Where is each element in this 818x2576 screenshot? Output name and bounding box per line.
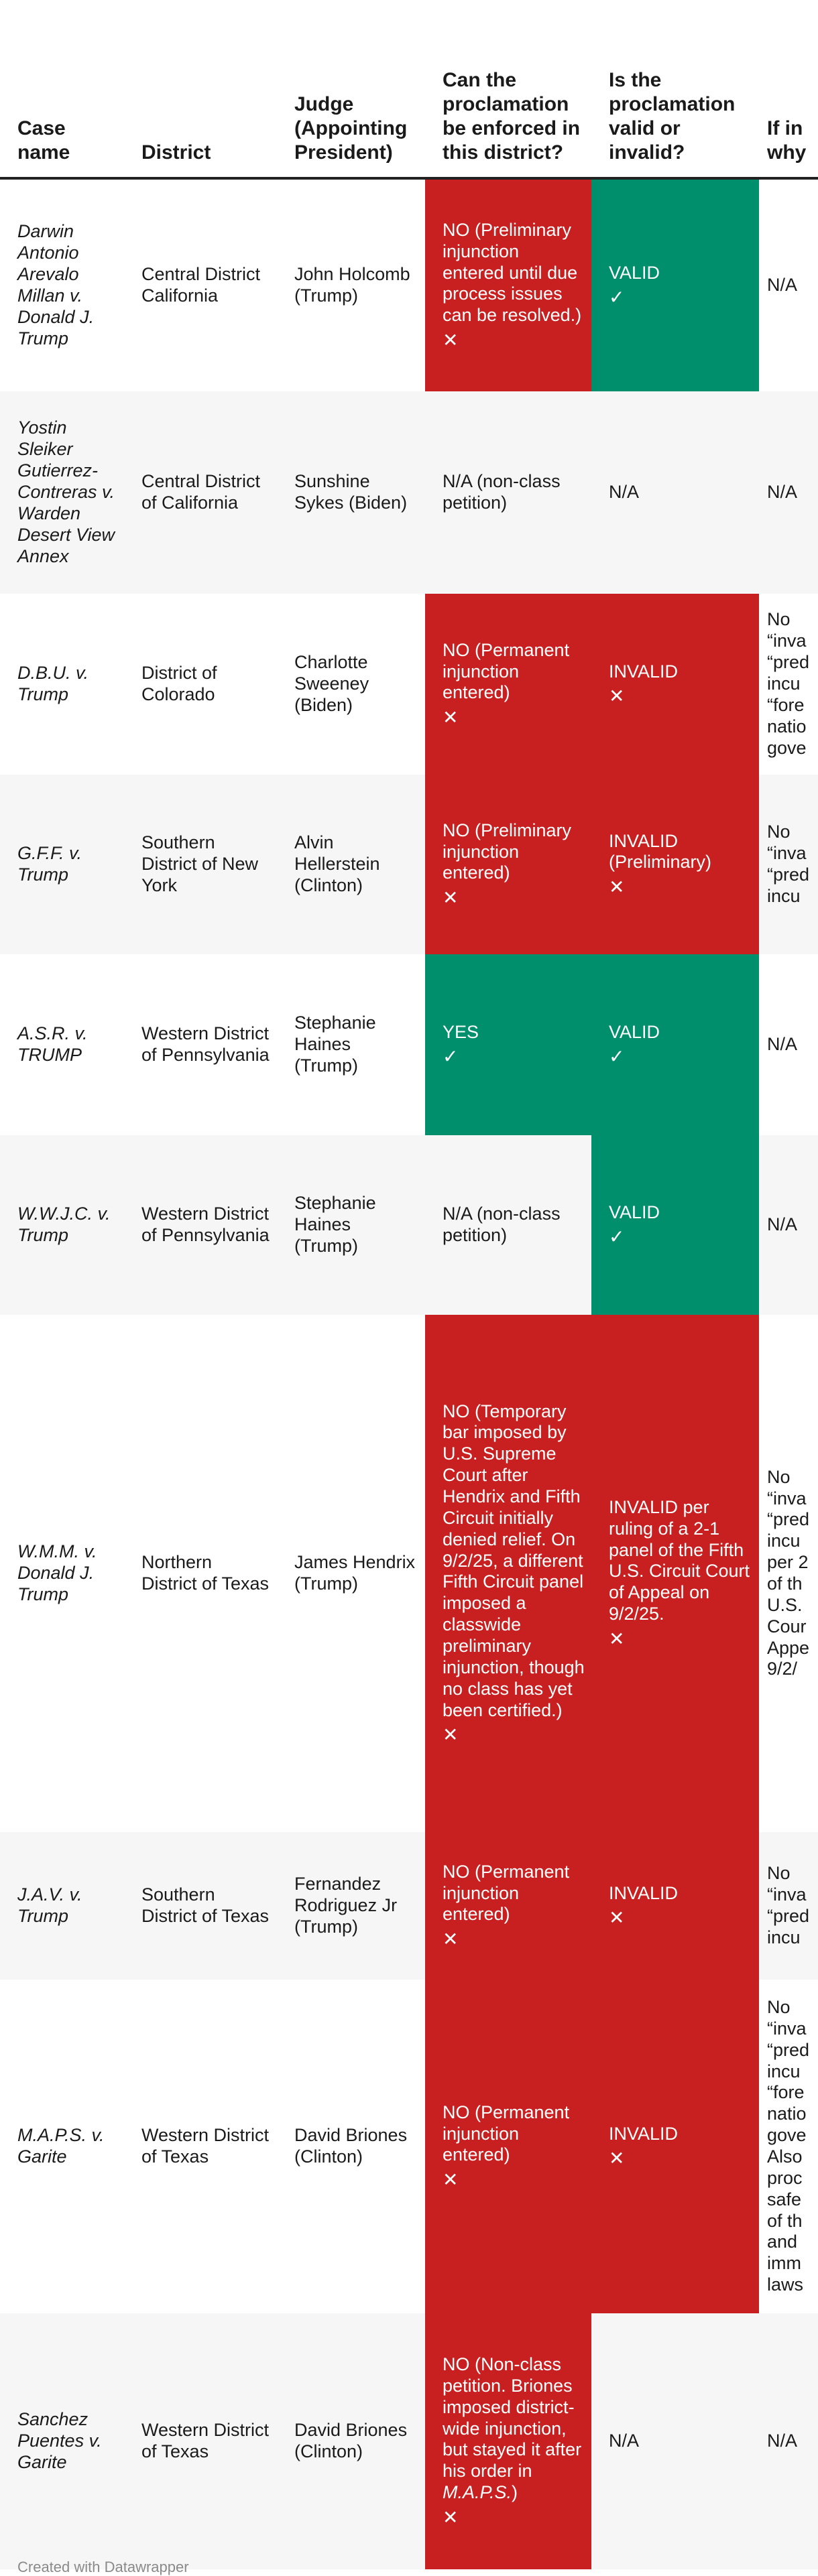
case-name-cell: G.F.F. v. Trump [0, 775, 124, 954]
why-cell [759, 1315, 818, 1832]
cross-icon: ✕ [443, 1724, 459, 1746]
why-cell [759, 1135, 818, 1315]
cross-icon: ✕ [443, 707, 459, 728]
judge-cell: Stephanie Haines (Trump) [277, 1135, 425, 1315]
why-line: incu [767, 2061, 801, 2081]
why-text [767, 609, 811, 759]
why-line: 9/2/ [767, 1659, 798, 1679]
table-row [0, 391, 818, 594]
case-reference: M.A.P.S. [443, 2482, 512, 2503]
why-line: natio [767, 2104, 807, 2124]
validity-text: INVALID (Preliminary) [609, 830, 712, 873]
cross-icon: ✕ [443, 1929, 459, 1950]
enforceable-text: YES [443, 1021, 479, 1042]
judge-cell: Alvin Hellerstein (Clinton) [277, 775, 425, 954]
enforceable-text: NO (Preliminary injunction entered until due process issues can be resolved.) [443, 219, 582, 326]
enforceable-cell [425, 594, 591, 775]
why-text [767, 1467, 811, 1681]
why-cell [759, 775, 818, 954]
table-body [0, 178, 818, 2569]
why-cell [759, 178, 818, 391]
enforceable-text: NO (Permanent injunction entered) [443, 1861, 570, 1925]
why-line: “fore [767, 694, 805, 715]
why-text [767, 1997, 811, 2296]
why-line: proc [767, 2167, 803, 2188]
why-line: incu [767, 1927, 801, 1947]
why-line: “pred [767, 1509, 810, 1530]
why-line: N/A [767, 1034, 798, 1055]
why-line: laws [767, 2274, 804, 2295]
why-line: “inva [767, 1488, 807, 1508]
why-line: No [767, 609, 791, 630]
district-cell: Western District of Pennsylvania [141, 1023, 270, 1065]
table-row [0, 1832, 818, 1980]
why-line: “inva [767, 1884, 807, 1905]
case-name-cell: Sanchez Puentes v. Garite [0, 2313, 124, 2569]
check-icon: ✓ [443, 1046, 459, 1068]
why-line: gove [767, 2125, 807, 2146]
validity-cell [591, 178, 759, 391]
enforceable-text: N/A (non-class petition) [443, 1204, 561, 1245]
why-line: “pred [767, 652, 810, 673]
enforceable-cell [425, 1135, 591, 1315]
why-cell [759, 954, 818, 1135]
header-case-name: Case name [0, 0, 124, 178]
why-line: gove [767, 737, 807, 758]
table-row [0, 1135, 818, 1315]
validity-text: INVALID [609, 1882, 679, 1903]
enforceable-text: NO (Permanent injunction entered) [443, 2102, 570, 2165]
datawrapper-credit: Created with Datawrapper [17, 2559, 189, 2575]
why-line: No [767, 1466, 791, 1487]
cross-icon: ✕ [609, 1907, 625, 1929]
enforceable-text: NO (Permanent injunction entered) [443, 639, 570, 703]
cross-icon: ✕ [609, 1628, 625, 1650]
check-icon: ✓ [609, 1226, 625, 1248]
district-cell: Central District California [141, 264, 261, 306]
why-cell [759, 1832, 818, 1980]
header-district: District [124, 0, 277, 178]
district-cell: Northern District of Texas [141, 1552, 270, 1594]
why-cell [759, 2313, 818, 2569]
why-text [767, 275, 811, 296]
judge-cell: Sunshine Sykes (Biden) [277, 391, 425, 594]
case-name-cell: W.W.J.C. v. Trump [0, 1135, 124, 1315]
why-line: “pred [767, 1906, 810, 1926]
why-cell [759, 594, 818, 775]
why-text [767, 822, 811, 907]
validity-cell [591, 1980, 759, 2313]
validity-text: VALID [609, 1021, 660, 1042]
enforceable-text: NO (Non-class petition. Briones imposed district-wide injunction, but stayed it after his order in M.A.P.S.) [443, 2354, 582, 2503]
case-name-cell: Yostin Sleiker Gutierrez-Contreras v. Warden Desert View Annex [0, 391, 124, 594]
why-line: No [767, 1996, 791, 2017]
case-name-cell: Darwin Antonio Arevalo Millan v. Donald J. Trump [17, 221, 95, 348]
judge-cell: Fernandez Rodriguez Jr (Trump) [277, 1832, 425, 1980]
judge-cell: Stephanie Haines (Trump) [294, 1013, 376, 1076]
why-line: No [767, 822, 791, 842]
enforceable-cell [425, 954, 591, 1135]
why-line: No [767, 1863, 791, 1884]
enforceable-cell [425, 178, 591, 391]
validity-text: VALID [609, 262, 660, 283]
table-row [0, 2313, 818, 2569]
case-name-cell: D.B.U. v. Trump [17, 663, 89, 704]
table-row [0, 954, 818, 1135]
enforceable-cell [425, 1980, 591, 2313]
table-row [0, 178, 818, 391]
table-row [0, 1315, 818, 1832]
enforceable-cell [425, 1832, 591, 1980]
enforceable-cell [425, 1315, 591, 1832]
validity-text: INVALID [609, 661, 679, 682]
enforceable-cell [425, 775, 591, 954]
why-text [767, 482, 811, 503]
cross-icon: ✕ [443, 2169, 459, 2191]
table-row [0, 1980, 818, 2313]
why-line: Cour [767, 1616, 807, 1636]
why-line: N/A [767, 482, 798, 503]
why-cell [759, 1980, 818, 2313]
table-header [0, 0, 818, 178]
validity-cell [591, 954, 759, 1135]
enforceable-text: N/A (non-class petition) [443, 471, 561, 513]
judge-cell: David Briones (Clinton) [294, 2125, 408, 2167]
district-cell: Central District of California [124, 391, 277, 594]
district-cell: Southern District of New York [124, 775, 277, 954]
why-cell [759, 391, 818, 594]
why-line: “pred [767, 864, 810, 885]
why-line: natio [767, 716, 807, 736]
judge-cell: James Hendrix (Trump) [294, 1552, 416, 1594]
why-line: per 2 [767, 1552, 809, 1573]
validity-cell [591, 391, 759, 594]
why-line: incu [767, 885, 801, 906]
check-icon: ✓ [609, 287, 625, 308]
why-line: Appe [767, 1637, 810, 1658]
validity-cell [591, 1135, 759, 1315]
validity-cell [591, 1315, 759, 1832]
validity-cell [591, 594, 759, 775]
header-validity: Is the proclamation valid or invalid? [591, 0, 759, 178]
why-line: safe [767, 2189, 802, 2209]
case-name-cell: W.M.M. v. Donald J. Trump [17, 1541, 97, 1604]
why-line: of th [767, 1573, 803, 1594]
why-line: “inva [767, 843, 807, 864]
enforceable-text: NO (Preliminary injunction entered) [443, 820, 572, 883]
why-line: “pred [767, 2039, 810, 2060]
validity-text: VALID [609, 1202, 660, 1222]
why-text [767, 1214, 811, 1236]
cross-icon: ✕ [609, 686, 625, 707]
why-line: “inva [767, 631, 807, 651]
validity-text: INVALID [609, 2123, 679, 2144]
judge-cell: John Holcomb (Trump) [294, 264, 410, 306]
table-row [0, 775, 818, 954]
cross-icon: ✕ [443, 887, 459, 909]
cross-icon: ✕ [443, 330, 459, 351]
case-name-cell: J.A.V. v. Trump [0, 1832, 124, 1980]
district-cell: Western District of Texas [141, 2125, 270, 2167]
cross-icon: ✕ [609, 2148, 625, 2169]
validity-cell [591, 2313, 759, 2569]
enforceable-cell [425, 2313, 591, 2569]
why-line: incu [767, 1531, 801, 1551]
why-line: N/A [767, 2431, 798, 2451]
why-text [767, 1863, 811, 1948]
enforceable-text: NO (Temporary bar imposed by U.S. Supreme Court after Hendrix and Fifth Circuit initially denied relief. On 9/2/25, a different Fifth Circuit panel imposed a classwide preliminary injunction, though no class has yet been certified.) [443, 1401, 585, 1720]
why-line: and [767, 2232, 798, 2252]
header-why: If in why [759, 0, 818, 178]
case-name-cell: A.S.R. v. TRUMP [17, 1023, 88, 1065]
check-icon: ✓ [609, 1046, 625, 1068]
why-line: of th [767, 2210, 803, 2231]
why-line: N/A [767, 275, 798, 296]
why-line: imm [767, 2253, 801, 2274]
judge-cell: Charlotte Sweeney (Biden) [294, 652, 369, 715]
header-enforceable: Can the proclamation be enforced in this district? [425, 0, 591, 178]
why-line: N/A [767, 1214, 798, 1235]
district-cell: District of Colorado [141, 663, 217, 704]
why-line: U.S. [767, 1594, 803, 1615]
enforceable-cell [425, 391, 591, 594]
why-line: incu [767, 673, 801, 694]
why-text [767, 2431, 811, 2452]
validity-text: N/A [609, 482, 640, 503]
header-judge: Judge (Appointing President) [277, 0, 425, 178]
district-cell: Western District of Pennsylvania [124, 1135, 277, 1315]
validity-text: INVALID per ruling of a 2-1 panel of the Fifth U.S. Circuit Court of Appeal on 9/2/25. [609, 1496, 750, 1624]
district-cell: Western District of Texas [124, 2313, 277, 2569]
why-line: “fore [767, 2082, 805, 2103]
table-row [0, 594, 818, 775]
cross-icon: ✕ [609, 877, 625, 898]
judge-cell: David Briones (Clinton) [277, 2313, 425, 2569]
validity-cell [591, 775, 759, 954]
why-text [767, 1034, 811, 1055]
cross-icon: ✕ [443, 2506, 459, 2528]
why-line: Also [767, 2146, 803, 2167]
case-name-cell: M.A.P.S. v. Garite [17, 2125, 105, 2167]
why-line: “inva [767, 2018, 807, 2039]
validity-cell [591, 1832, 759, 1980]
district-cell: Southern District of Texas [124, 1832, 277, 1980]
validity-text: N/A [609, 2431, 640, 2451]
